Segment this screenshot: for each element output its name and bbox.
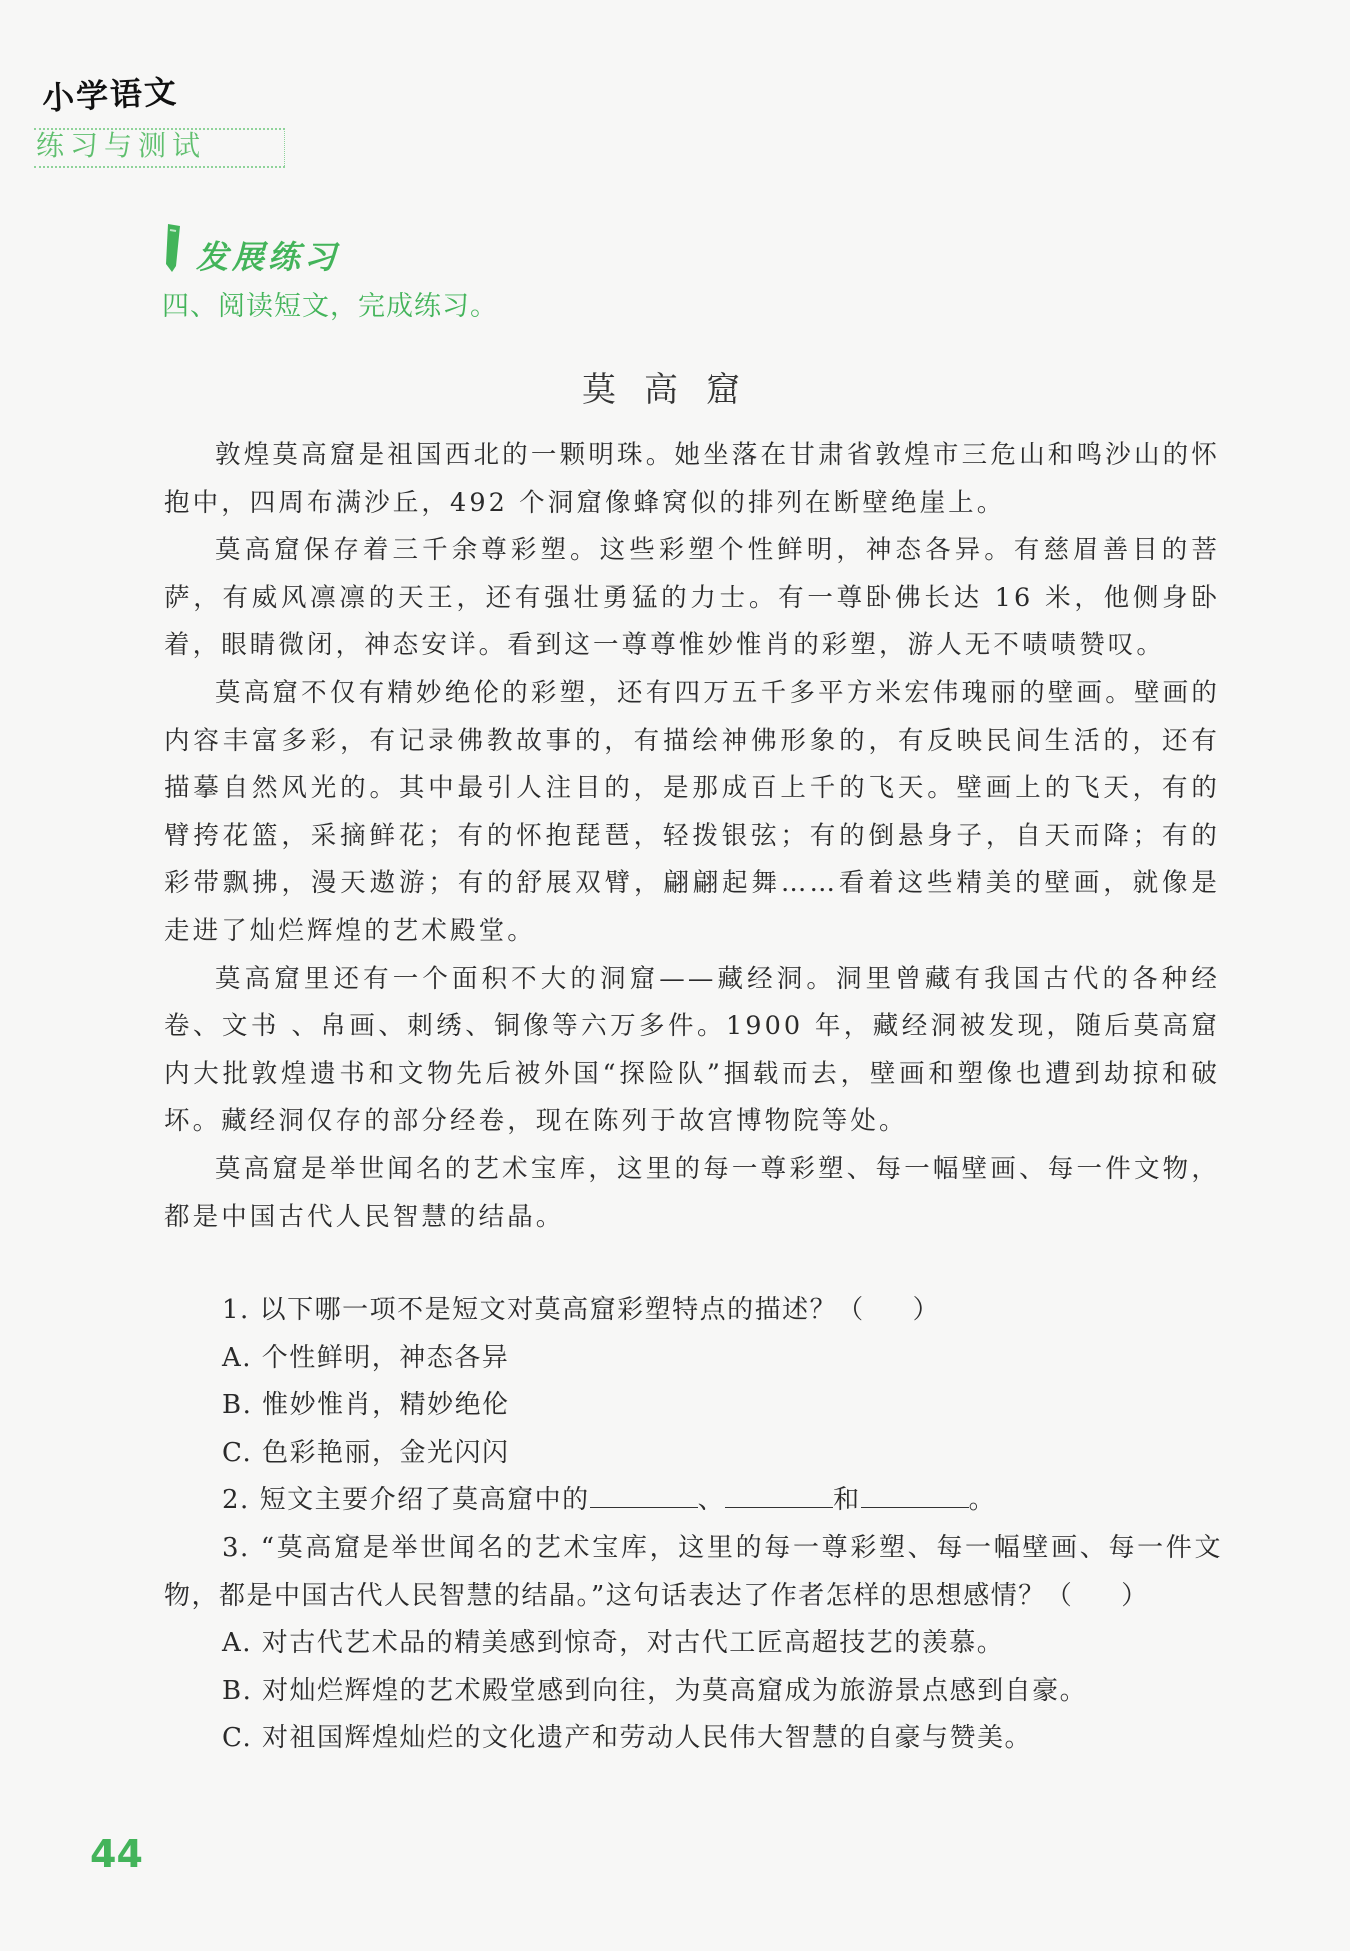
article-paragraph: 莫高窟不仅有精妙绝伦的彩塑，还有四万五千多平方米宏伟瑰丽的壁画。壁画的内容丰富多彩，有记录佛教故事的，有描绘神佛形象的，有反映民间生活的，还有描摹自然风光的。其中最引人注目的，是那成百上千的飞天。壁画上的飞天，有的臂挎花篮，采摘鲜花；有的怀抱琵琶，轻拨银弦；有的倒悬身子，自天而降；有的彩带飘拂，漫天遨游；有的舒展双臂，翩翩起舞……看着这些精美的壁画，就像是走进了灿烂辉煌的艺术殿堂。 [164, 677, 1220, 946]
question-list [164, 1287, 1222, 1763]
article-body [164, 432, 1220, 1241]
option: C. 色彩艳丽，金光闪闪 [222, 1437, 510, 1468]
pencil-icon [164, 222, 182, 274]
article-paragraph: 莫高窟保存着三千余尊彩塑。这些彩塑个性鲜明，神态各异。有慈眉善目的菩萨，有威风凛凛的天王，还有强壮勇猛的力士。有一尊卧佛长达 16 米，他侧身卧着，眼睛微闭，神态安详。看到这一尊尊惟妙惟肖的彩塑，游人无不啧啧赞叹。 [164, 535, 1220, 661]
option: B. 惟妙惟肖，精妙绝伦 [222, 1390, 510, 1421]
article-paragraph: 莫高窟里还有一个面积不大的洞窟——藏经洞。洞里曾藏有我国古代的各种经卷、文书 、帛画、刺绣、铜像等六万多件。1900 年，藏经洞被发现，随后莫高窟内大批敦煌遗书和文物先后被外国“探险队”掴载而去，壁画和塑像也遭到劫掠和破坏。藏经洞仅存的部分经卷，现在陈列于故宫博物院等处。 [164, 963, 1220, 1137]
question-3: 3. “莫高窟是举世闻名的艺术宝库，这里的每一尊彩塑、每一幅壁画、每一件文物，都是中国古代人民智慧的结晶。”这句话表达了作者怎样的思想感情？（ ） [164, 1532, 1222, 1611]
question-2: 2. 短文主要介绍了莫高窟中的 、 和 。 [164, 1477, 1222, 1525]
question-1-stem: 1. 以下哪一项不是短文对莫高窟彩塑特点的描述？（ [222, 1295, 865, 1325]
question-1: 1. 以下哪一项不是短文对莫高窟彩塑特点的描述？（ ） [222, 1295, 941, 1325]
question-2-stem: 2. 短文主要介绍了莫高窟中的 [222, 1485, 590, 1516]
article-title: 莫高窟 [582, 370, 768, 410]
fill-blank[interactable] [725, 1481, 833, 1508]
question-3-stem: 3. “莫高窟是举世闻名的艺术宝库，这里的每一尊彩塑、每一幅壁画、每一件文物，都是中国古代人民智慧的结晶。”这句话表达了作者怎样的思想感情？（ [164, 1532, 1222, 1611]
book-subtitle: 练习与测试 [36, 129, 207, 162]
section-instruction: 四、阅读短文，完成练习。 [162, 291, 498, 322]
fill-blank[interactable] [861, 1481, 969, 1508]
book-title: 小学语文 [41, 72, 180, 118]
option: A. 对古代艺术品的精美感到惊奇，对古代工匠高超技艺的羡慕。 [222, 1628, 1005, 1659]
section-title: 发展练习 [196, 238, 341, 276]
option: C. 对祖国辉煌灿烂的文化遗产和劳动人民伟大智慧的自豪与赞美。 [222, 1723, 1032, 1754]
article-paragraph: 敦煌莫高窟是祖国西北的一颗明珠。她坐落在甘肃省敦煌市三危山和鸣沙山的怀抱中，四周布满沙丘，492 个洞窟像蜂窝似的排列在断壁绝崖上。 [164, 440, 1220, 518]
option: B. 对灿烂辉煌的艺术殿堂感到向往，为莫高窟成为旅游景点感到自豪。 [222, 1675, 1088, 1706]
option: A. 个性鲜明，神态各异 [222, 1342, 510, 1373]
page-number: 44 [90, 1832, 143, 1876]
fill-blank[interactable] [590, 1481, 698, 1508]
article-paragraph: 莫高窟是举世闻名的艺术宝库，这里的每一尊彩塑、每一幅壁画、每一件文物，都是中国古代人民智慧的结晶。 [164, 1153, 1220, 1232]
